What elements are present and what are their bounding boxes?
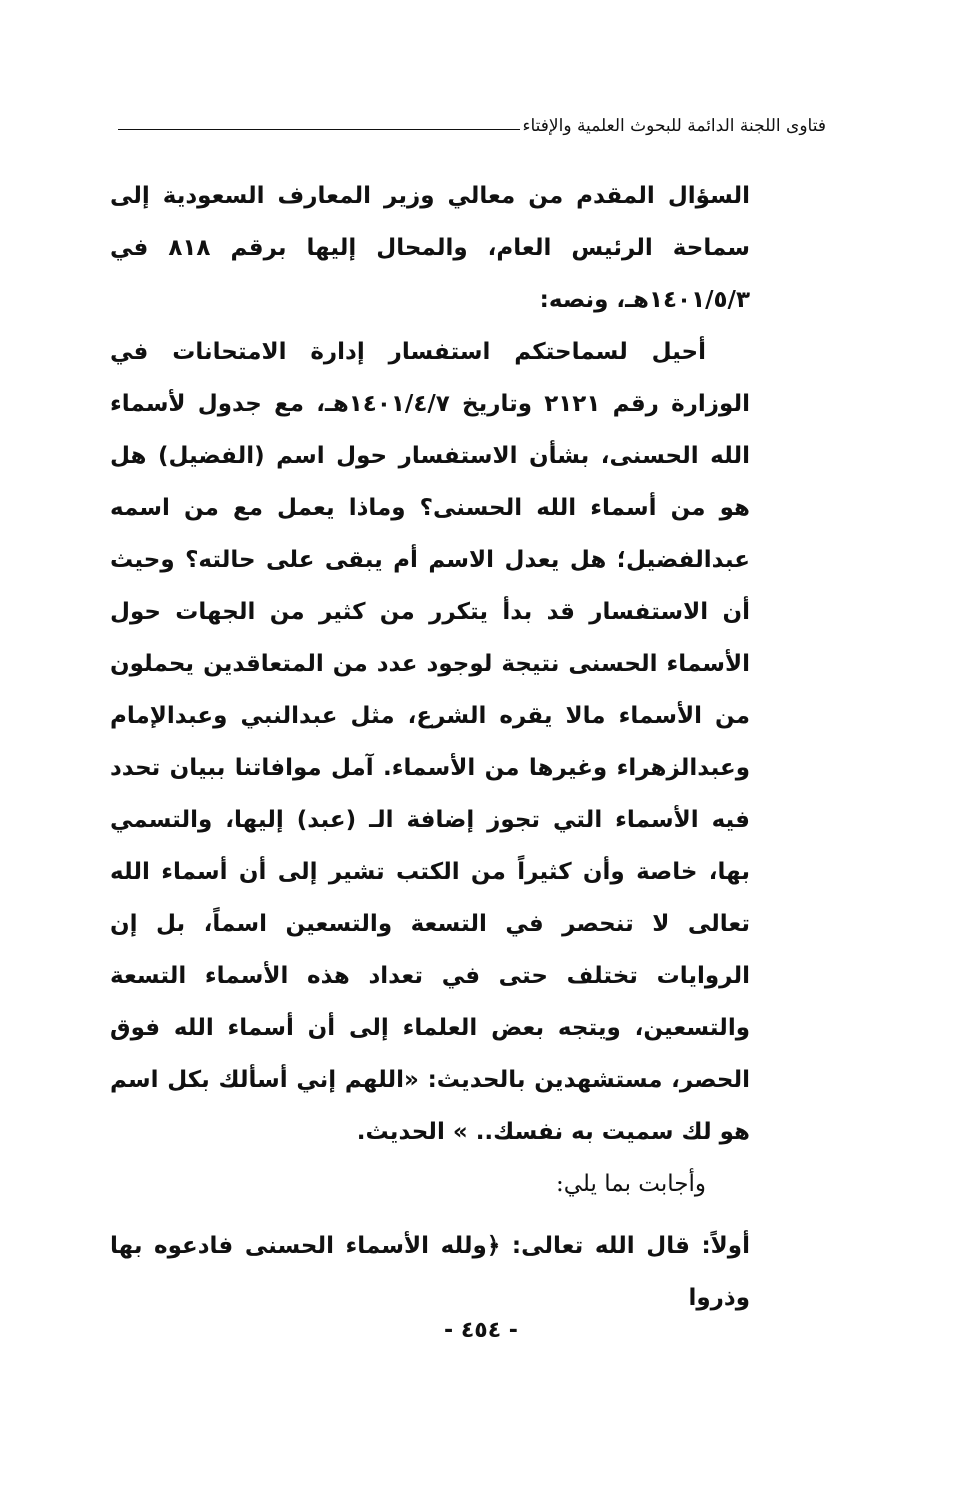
header-rule [118, 129, 520, 130]
running-title: فتاوى اللجنة الدائمة للبحوث العلمية والإفتاء [522, 116, 826, 136]
question-intro-paragraph: السؤال المقدم من معالي وزير المعارف السعودية إلى سماحة الرئيس العام، والمحال إليها برقم ٨١٨ في ١٤٠١/٥/٣هـ، ونصه: [110, 183, 750, 313]
body-text [110, 170, 750, 1324]
running-header [118, 112, 826, 140]
page-number: - ٤٥٤ - [444, 1318, 518, 1343]
answer-intro-paragraph: وأجابت بما يلي: [556, 1171, 706, 1197]
answer-first-paragraph: أولاً: قال الله تعالى: ﴿ولله الأسماء الحسنى فادعوه بها وذروا [110, 1233, 750, 1311]
question-text-paragraph: أحيل لسماحتكم استفسار إدارة الامتحانات في الوزارة رقم ٢١٢١ وتاريخ ١٤٠١/٤/٧هـ، مع جدول لأسماء الله الحسنى، بشأن الاستفسار حول اسم (الفضيل) هل هو من أسماء الله الحسنى؟ وماذا يعمل مع من اسمه عبدالفضيل؛ هل يعدل الاسم أم يبقى على حالته؟ وحيث أن الاستفسار قد بدأ يتكرر من كثير من الجهات حول الأسماء الحسنى نتيجة لوجود عدد من المتعاقدين يحملون من الأسماء مالا يقره الشرع، مثل عبدالنبي وعبدالإمام وعبدالزهراء وغيرها من الأسماء. آمل موافاتنا ببيان تحدد فيه الأسماء التي تجوز إضافة الـ (عبد) إليها، والتسمي بها، خاصة وأن كثيراً من الكتب تشير إلى أن أسماء الله تعالى لا تنحصر في التسعة والتسعين اسماً، بل إن الروايات تختلف حتى في تعداد هذه الأسماء التسعة والتسعين، ويتجه بعض العلماء إلى أن أسماء الله فوق الحصر، مستشهدين بالحديث: «اللهم إني أسألك بكل اسم هو لك سميت به نفسك.. » الحديث. [110, 339, 750, 1145]
